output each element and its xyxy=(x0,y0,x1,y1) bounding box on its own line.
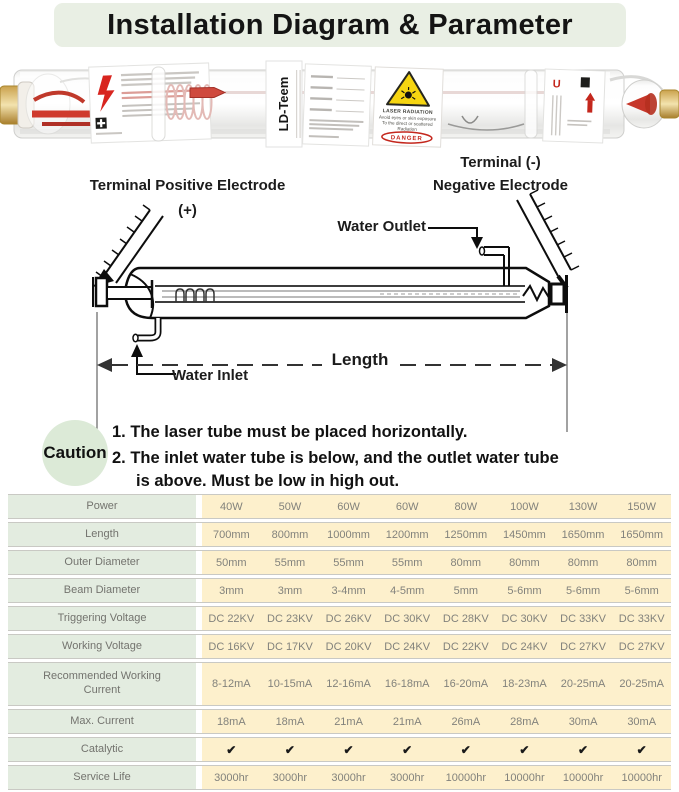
title-banner xyxy=(54,3,626,47)
table-cell: 8-12mA xyxy=(202,663,261,705)
table-row-outer-diameter xyxy=(8,550,671,575)
table-row-power xyxy=(8,494,671,519)
table-cell: 30mA xyxy=(554,710,613,733)
table-cell: 18mA xyxy=(261,710,320,733)
table-cell: DC 27KV xyxy=(554,635,613,658)
table-row-working-voltage xyxy=(8,634,671,659)
danger-text: DANGER xyxy=(390,135,423,143)
laser-tube-photo-svg xyxy=(0,58,679,150)
table-cell: DC 24KV xyxy=(495,635,554,658)
checkmark-icon: ✔ xyxy=(495,738,554,761)
table-cell: DC 26KV xyxy=(319,607,378,630)
table-cell: 3000hr xyxy=(319,766,378,789)
table-cell: 5-6mm xyxy=(612,579,671,602)
table-cell: 150W xyxy=(612,495,671,518)
table-cell: 1450mm xyxy=(495,523,554,546)
table-cell: 80mm xyxy=(495,551,554,574)
water-inlet-pipe xyxy=(133,318,158,342)
table-cell: DC 27KV xyxy=(612,635,671,658)
checkmark-icon: ✔ xyxy=(554,738,613,761)
installation-diagram xyxy=(0,150,679,435)
table-cell: 18-23mA xyxy=(495,663,554,705)
table-cell: DC 33KV xyxy=(554,607,613,630)
caution-item: 1. The laser tube must be placed horizontally. xyxy=(112,423,468,441)
checkmark-icon: ✔ xyxy=(437,738,496,761)
row-label: Outer Diameter xyxy=(8,551,196,574)
table-cell: 800mm xyxy=(261,523,320,546)
table-cell: DC 30KV xyxy=(495,607,554,630)
row-label: Beam Diameter xyxy=(8,579,196,602)
table-cell: 55mm xyxy=(261,551,320,574)
checkmark-icon: ✔ xyxy=(261,738,320,761)
left-flange xyxy=(96,278,107,306)
negative-electrode-label: Negative Electrode xyxy=(432,177,569,194)
table-cell: 26mA xyxy=(437,710,496,733)
water-outlet-pipe xyxy=(480,247,510,286)
row-label: Service Life xyxy=(8,766,196,789)
row-label: Catalytic xyxy=(8,738,196,761)
table-cell: 100W xyxy=(495,495,554,518)
checkmark-icon: ✔ xyxy=(319,738,378,761)
table-cell: 55mm xyxy=(319,551,378,574)
table-row-recommended-current xyxy=(8,662,671,706)
row-label: Length xyxy=(8,523,196,546)
left-electrode xyxy=(107,287,152,299)
water-outlet-label: Water Outlet xyxy=(337,218,426,235)
table-cell: 28mA xyxy=(495,710,554,733)
table-row-triggering-voltage xyxy=(8,606,671,631)
row-label: Recommended Working Current xyxy=(8,663,196,705)
right-cap xyxy=(551,284,564,304)
table-cell: 60W xyxy=(378,495,437,518)
table-cell: 3000hr xyxy=(202,766,261,789)
table-cell: 700mm xyxy=(202,523,261,546)
table-cell: 3mm xyxy=(202,579,261,602)
row-label: Power xyxy=(8,495,196,518)
page-title: Installation Diagram & Parameter xyxy=(107,8,573,41)
table-cell: 50mm xyxy=(202,551,261,574)
warning-line3: Radiation xyxy=(397,126,417,132)
table-cell: 80mm xyxy=(437,551,496,574)
negative-terminal xyxy=(517,190,579,288)
table-cell: 16-20mA xyxy=(437,663,496,705)
table-cell: 80mm xyxy=(554,551,613,574)
positive-sign-label: (+) xyxy=(178,202,197,219)
glass-ring-2 xyxy=(525,70,537,138)
row-label: Max. Current xyxy=(8,710,196,733)
glass-ring xyxy=(152,67,165,141)
table-cell: 10000hr xyxy=(554,766,613,789)
parameter-table xyxy=(8,494,671,790)
caution-label: Caution xyxy=(43,443,107,462)
checkmark-icon: ✔ xyxy=(612,738,671,761)
table-cell: 10000hr xyxy=(612,766,671,789)
table-cell: DC 30KV xyxy=(378,607,437,630)
water-outlet-leader xyxy=(428,228,477,238)
left-arrow-icon xyxy=(97,358,112,372)
caution-item: 2. The inlet water tube is below, and the outlet water tube is above. Must be low in high out. xyxy=(112,449,559,490)
length-label: Length xyxy=(331,350,389,369)
black-square-mark xyxy=(581,77,590,87)
water-inlet-label: Water Inlet xyxy=(172,367,249,384)
caution-badge xyxy=(42,420,108,486)
table-cell: 50W xyxy=(261,495,320,518)
table-cell: 1250mm xyxy=(437,523,496,546)
warning-line2: To the direct or scattered xyxy=(382,120,433,127)
table-cell: DC 23KV xyxy=(261,607,320,630)
warning-title: LASER RADIATION xyxy=(382,108,433,116)
warning-line1: Avoid eyes or skin exposure xyxy=(378,114,437,122)
table-cell: 5-6mm xyxy=(554,579,613,602)
table-cell: 1000mm xyxy=(319,523,378,546)
table-cell: 10-15mA xyxy=(261,663,320,705)
table-cell: 80mm xyxy=(612,551,671,574)
terminal-positive-label: Terminal Positive Electrode xyxy=(89,177,286,194)
table-row-max-current xyxy=(8,709,671,734)
checkmark-icon: ✔ xyxy=(202,738,261,761)
table-cell: 60W xyxy=(319,495,378,518)
spring-symbol xyxy=(523,286,551,300)
table-cell: DC 24KV xyxy=(378,635,437,658)
table-cell: DC 17KV xyxy=(261,635,320,658)
table-row-beam-diameter xyxy=(8,578,671,603)
table-cell: 4-5mm xyxy=(378,579,437,602)
logo-mark: U xyxy=(552,78,561,91)
table-cell: 20-25mA xyxy=(554,663,613,705)
table-cell: 3mm xyxy=(261,579,320,602)
tube-outline xyxy=(126,268,549,318)
table-cell: 18mA xyxy=(202,710,261,733)
table-row-length xyxy=(8,522,671,547)
table-cell: 3-4mm xyxy=(319,579,378,602)
table-row-service-life xyxy=(8,765,671,790)
caution-notes xyxy=(112,421,567,493)
table-cell: 1200mm xyxy=(378,523,437,546)
table-cell: 30mA xyxy=(612,710,671,733)
table-cell: DC 22KV xyxy=(437,635,496,658)
laser-tube-photo xyxy=(0,58,679,150)
table-cell: 1650mm xyxy=(554,523,613,546)
table-cell: 80W xyxy=(437,495,496,518)
brand-label xyxy=(266,61,302,147)
up-arrow-icon xyxy=(131,344,143,357)
table-cell: 21mA xyxy=(378,710,437,733)
table-cell: 20-25mA xyxy=(612,663,671,705)
table-cell: DC 16KV xyxy=(202,635,261,658)
table-cell: 10000hr xyxy=(437,766,496,789)
table-cell: DC 22KV xyxy=(202,607,261,630)
table-row-catalytic xyxy=(8,737,671,762)
right-arrow-icon xyxy=(552,358,567,372)
brand-text: LD-Teem xyxy=(276,76,291,132)
table-cell: 40W xyxy=(202,495,261,518)
row-label: Working Voltage xyxy=(8,635,196,658)
row-label: Triggering Voltage xyxy=(8,607,196,630)
form-label xyxy=(303,64,372,146)
terminal-negative-label: Terminal (-) xyxy=(460,154,541,171)
checkmark-icon: ✔ xyxy=(378,738,437,761)
table-cell: 3000hr xyxy=(261,766,320,789)
table-cell: 3000hr xyxy=(378,766,437,789)
table-cell: 130W xyxy=(554,495,613,518)
table-cell: 12-16mA xyxy=(319,663,378,705)
table-cell: 21mA xyxy=(319,710,378,733)
table-cell: 10000hr xyxy=(495,766,554,789)
table-cell: 5mm xyxy=(437,579,496,602)
table-cell: DC 20KV xyxy=(319,635,378,658)
table-cell: DC 33KV xyxy=(612,607,671,630)
table-cell: 55mm xyxy=(378,551,437,574)
right-info-label xyxy=(543,69,605,143)
warning-label xyxy=(373,67,444,147)
table-cell: 16-18mA xyxy=(378,663,437,705)
table-cell: 1650mm xyxy=(612,523,671,546)
table-cell: 5-6mm xyxy=(495,579,554,602)
table-cell: DC 28KV xyxy=(437,607,496,630)
